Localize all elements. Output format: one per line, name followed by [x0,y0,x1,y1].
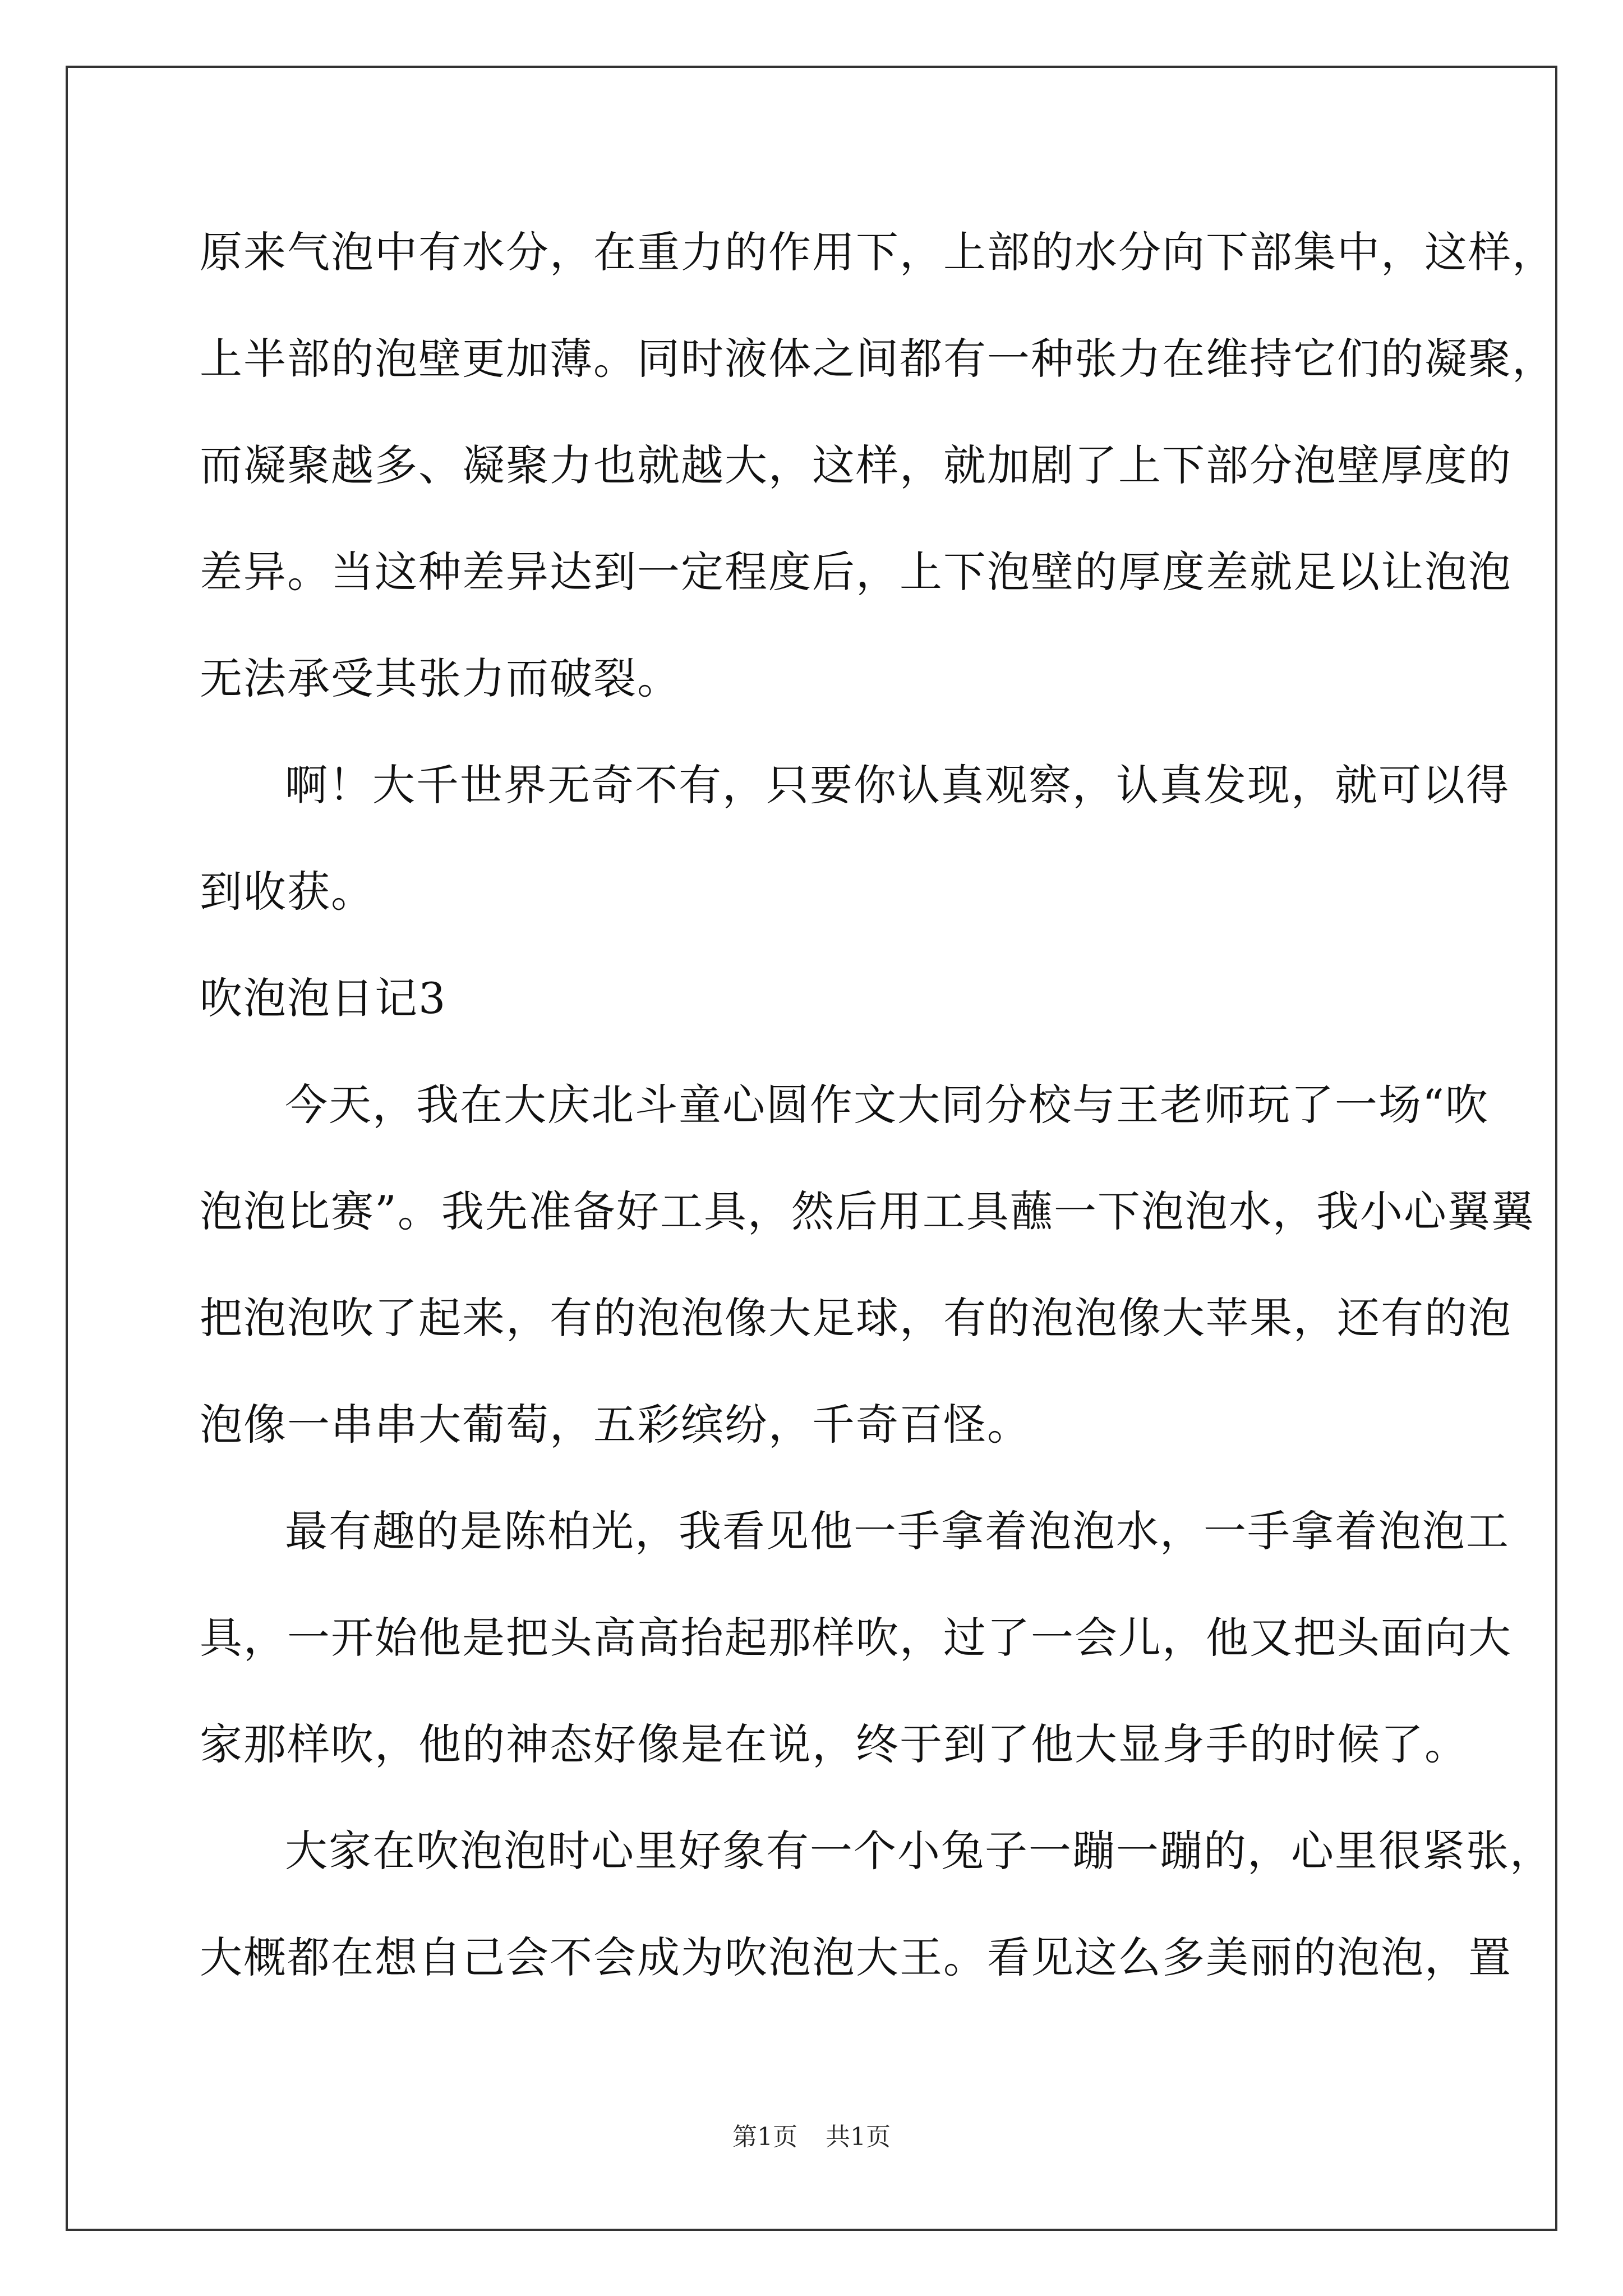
text-line: 差异。当这种差异达到一定程度后，上下泡壁的厚度差就足以让泡泡 [200,547,1512,597]
paragraph-start-line: 啊！大千世界无奇不有，只要你认真观察，认真发现，就可以得 [285,760,1510,810]
text-line: 无法承受其张力而破裂。 [200,654,681,703]
text-line: 泡像一串串大葡萄，五彩缤纷，千奇百怪。 [200,1400,1031,1450]
text-line: 上半部的泡壁更加薄。同时液体之间都有一种张力在维持它们的凝聚， [200,334,1556,384]
text-line: 而凝聚越多、凝聚力也就越大，这样，就加剧了上下部分泡壁厚度的 [200,440,1512,490]
text-line: 原来气泡中有水分，在重力的作用下，上部的水分向下部集中，这样， [200,227,1556,277]
text-line: 到收获。 [200,867,375,917]
text-line: 把泡泡吹了起来，有的泡泡像大足球，有的泡泡像大苹果，还有的泡 [200,1293,1512,1343]
page-number: 第1页 [732,2123,797,2151]
section-heading: 吹泡泡日记3 [200,973,447,1023]
page-total: 共1页 [826,2123,891,2151]
text-line: 泡泡比赛”。我先准备好工具，然后用工具蘸一下泡泡水，我小心翼翼 [200,1186,1535,1236]
paragraph-start-line: 最有趣的是陈柏光，我看见他一手拿着泡泡水，一手拿着泡泡工 [285,1506,1510,1556]
text-line: 大概都在想自己会不会成为吹泡泡大王。看见这么多美丽的泡泡，置 [200,1932,1512,1982]
text-line: 具，一开始他是把头高高抬起那样吹，过了一会儿，他又把头面向大 [200,1613,1512,1663]
document-body [200,199,1556,2011]
page-footer [0,2116,1623,2152]
paragraph-start-line: 今天，我在大庆北斗童心圆作文大同分校与王老师玩了一场“吹 [285,1080,1489,1130]
paragraph-start-line: 大家在吹泡泡时心里好象有一个小兔子一蹦一蹦的，心里很紧张， [285,1826,1553,1876]
text-line: 家那样吹，他的神态好像是在说，终于到了他大显身手的时候了。 [200,1719,1468,1769]
